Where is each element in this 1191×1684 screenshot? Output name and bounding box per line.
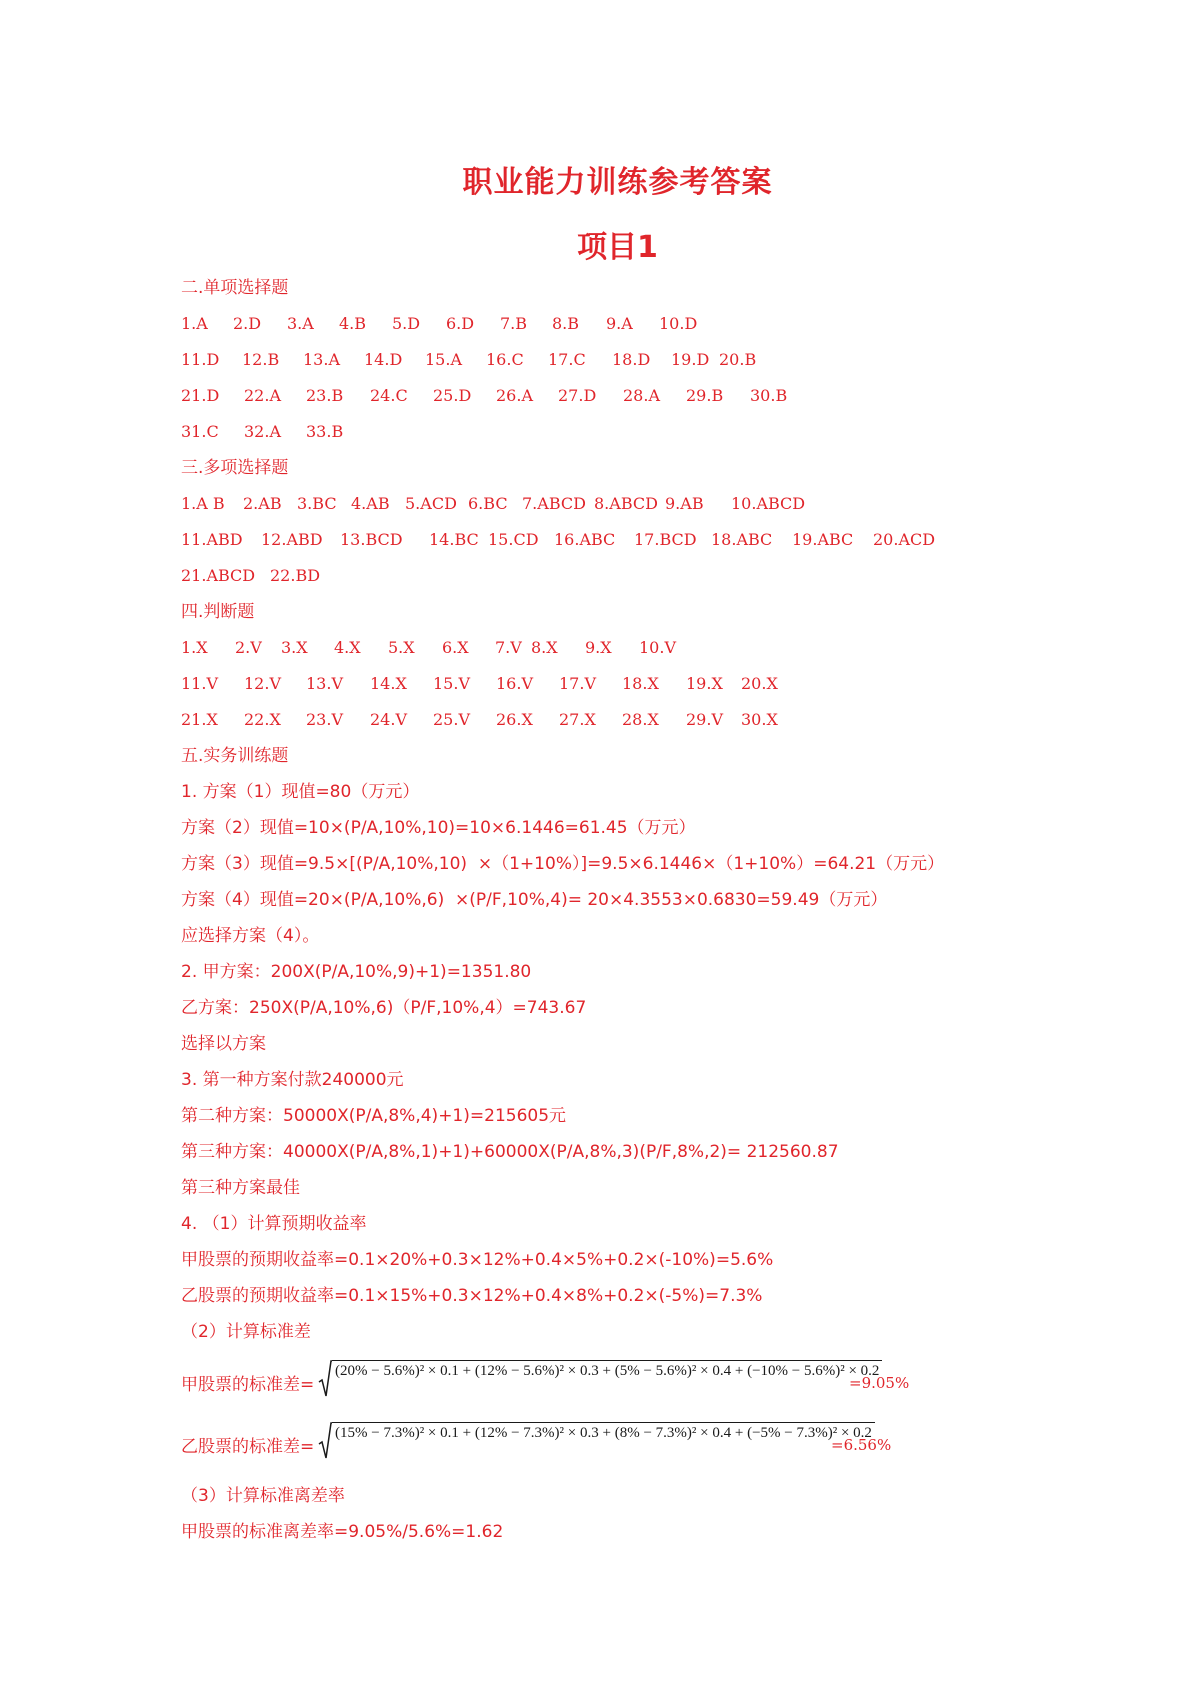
answer-item: 5.X <box>388 638 415 657</box>
solution-line: 第三种方案：40000X(P/A,8%,1)+1)+60000X(P/A,8%,3)(P/F,8%,2)= 212560.87 <box>181 1142 839 1162</box>
answer-item: 29.V <box>686 710 723 729</box>
answer-item: 8.B <box>552 314 580 333</box>
solution-line: 方案（2）现值=10×(P/A,10%,10)=10×6.1446=61.45（万元） <box>181 818 696 838</box>
answer-item: 6.D <box>446 314 475 333</box>
answer-row <box>181 384 1081 408</box>
answer-item: 19.ABC <box>792 530 854 549</box>
answer-item: 27.X <box>559 710 596 729</box>
answer-item: 33.B <box>306 422 344 441</box>
solution-line: 甲股票的标准离差率=9.05%/5.6%=1.62 <box>181 1522 504 1542</box>
answer-item: 16.V <box>496 674 533 693</box>
answer-item: 4.B <box>339 314 367 333</box>
answer-item: 9.A <box>606 314 633 333</box>
formula-result: =9.05% <box>849 1374 910 1392</box>
answer-item: 20.ACD <box>873 530 936 549</box>
answer-item: 28.X <box>622 710 659 729</box>
answer-item: 27.D <box>558 386 597 405</box>
answer-item: 30.B <box>750 386 788 405</box>
radicand: (15% − 7.3%)² × 0.1 + (12% − 7.3%)² × 0.3 + (8% − 7.3%)² × 0.4 + (−5% − 7.3%)² × 0.2 <box>332 1422 875 1442</box>
solution-line: 应选择方案（4）。 <box>181 926 320 946</box>
section-heading-multiple-choice: 三.多项选择题 <box>181 458 289 478</box>
answer-item: 16.ABC <box>554 530 616 549</box>
solution-line: （3）计算标准离差率 <box>181 1486 345 1506</box>
std-formula-a <box>181 1358 1181 1408</box>
formula-label: 乙股票的标准差= <box>181 1437 315 1457</box>
answer-item: 30.X <box>741 710 778 729</box>
std-formula-b <box>181 1420 1181 1470</box>
answer-item: 12.ABD <box>261 530 323 549</box>
answer-item: 21.ABCD <box>181 566 256 585</box>
answer-item: 2.V <box>235 638 262 657</box>
answer-item: 1.A <box>181 314 208 333</box>
answer-item: 1.A B <box>181 494 225 513</box>
section-heading-true-false: 四.判断题 <box>181 602 255 622</box>
answer-item: 8.ABCD <box>594 494 658 513</box>
answer-item: 24.C <box>370 386 408 405</box>
answer-item: 11.D <box>181 350 220 369</box>
answer-item: 29.B <box>686 386 724 405</box>
answer-item: 3.A <box>287 314 314 333</box>
answer-item: 26.A <box>496 386 533 405</box>
formula-label: 甲股票的标准差= <box>181 1375 315 1395</box>
answer-item: 22.X <box>244 710 281 729</box>
answer-item: 22.A <box>244 386 281 405</box>
answer-item: 2.D <box>233 314 262 333</box>
answer-item: 13.BCD <box>340 530 403 549</box>
solution-line: 第二种方案：50000X(P/A,8%,4)+1)=215605元 <box>181 1106 567 1126</box>
answer-item: 22.BD <box>270 566 321 585</box>
answer-item: 9.AB <box>665 494 704 513</box>
answer-item: 17.BCD <box>634 530 697 549</box>
solution-line: 选择以方案 <box>181 1034 266 1054</box>
answer-item: 17.V <box>559 674 596 693</box>
answer-item: 12.B <box>242 350 280 369</box>
answer-item: 18.D <box>612 350 651 369</box>
answer-item: 26.X <box>496 710 533 729</box>
answer-item: 32.A <box>244 422 281 441</box>
answer-row <box>181 672 1081 696</box>
answer-item: 4.AB <box>351 494 390 513</box>
answer-item: 24.V <box>370 710 407 729</box>
solution-line: 方案（3）现值=9.5×[(P/A,10%,10) ×（1+10%）]=9.5×6.1446×（1+10%）=64.21（万元） <box>181 854 945 874</box>
solution-line: 方案（4）现值=20×(P/A,10%,6) ×(P/F,10%,4)= 20×4.3553×0.6830=59.49（万元） <box>181 890 888 910</box>
solution-line: 第三种方案最佳 <box>181 1178 300 1198</box>
answer-item: 19.D <box>671 350 710 369</box>
answer-item: 13.A <box>303 350 340 369</box>
answer-item: 25.V <box>433 710 470 729</box>
answer-item: 25.D <box>433 386 472 405</box>
answer-row <box>181 708 1081 732</box>
radical-sign-icon <box>318 1358 332 1398</box>
answer-item: 21.X <box>181 710 218 729</box>
answer-row <box>181 312 1081 336</box>
solution-line: 4. （1）计算预期收益率 <box>181 1214 367 1234</box>
answer-item: 1.X <box>181 638 208 657</box>
answer-item: 6.X <box>442 638 469 657</box>
answer-item: 7.B <box>500 314 528 333</box>
answer-item: 16.C <box>486 350 524 369</box>
answer-item: 18.X <box>622 674 659 693</box>
answer-item: 14.D <box>364 350 403 369</box>
answer-item: 5.ACD <box>405 494 457 513</box>
answer-row <box>181 492 1081 516</box>
answer-row <box>181 348 1081 372</box>
answer-item: 23.V <box>306 710 343 729</box>
answer-item: 15.V <box>433 674 470 693</box>
answer-item: 10.D <box>659 314 698 333</box>
answer-item: 15.CD <box>488 530 539 549</box>
answer-item: 2.AB <box>243 494 282 513</box>
answer-row <box>181 636 1081 660</box>
answer-item: 21.D <box>181 386 220 405</box>
answer-item: 15.A <box>425 350 462 369</box>
section-heading-single-choice: 二.单项选择题 <box>181 278 289 298</box>
section-heading-practical: 五.实务训练题 <box>181 746 289 766</box>
solution-line: 2. 甲方案：200X(P/A,10%,9)+1)=1351.80 <box>181 962 532 982</box>
solution-line: 甲股票的预期收益率=0.1×20%+0.3×12%+0.4×5%+0.2×(-10%)=5.6% <box>181 1250 774 1270</box>
answer-item: 14.BC <box>429 530 479 549</box>
answer-item: 10.ABCD <box>731 494 806 513</box>
answer-item: 28.A <box>623 386 660 405</box>
answer-row <box>181 528 1081 552</box>
answer-item: 7.V <box>495 638 522 657</box>
radical-sign-icon <box>318 1420 332 1460</box>
answer-item: 7.ABCD <box>522 494 586 513</box>
page-title: 职业能力训练参考答案 <box>462 165 773 200</box>
answer-item: 20.B <box>719 350 757 369</box>
answer-item: 11.ABD <box>181 530 243 549</box>
answer-item: 10.V <box>639 638 676 657</box>
answer-item: 19.X <box>686 674 723 693</box>
answer-row <box>181 420 1081 444</box>
answer-item: 31.C <box>181 422 219 441</box>
answer-item: 11.V <box>181 674 218 693</box>
solution-line: 乙股票的预期收益率=0.1×15%+0.3×12%+0.4×8%+0.2×(-5%)=7.3% <box>181 1286 763 1306</box>
answer-item: 13.V <box>306 674 343 693</box>
answer-item: 5.D <box>392 314 421 333</box>
answer-item: 6.BC <box>468 494 508 513</box>
answer-item: 8.X <box>531 638 558 657</box>
answer-item: 17.C <box>548 350 586 369</box>
answer-item: 23.B <box>306 386 344 405</box>
formula-result: =6.56% <box>831 1436 892 1454</box>
answer-item: 3.BC <box>297 494 337 513</box>
solution-line: 1. 方案（1）现值=80（万元） <box>181 782 420 802</box>
answer-item: 4.X <box>334 638 361 657</box>
answer-item: 18.ABC <box>711 530 773 549</box>
answer-item: 9.X <box>585 638 612 657</box>
answer-item: 14.X <box>370 674 407 693</box>
answer-row <box>181 564 1081 588</box>
answer-item: 20.X <box>741 674 778 693</box>
solution-line: 乙方案：250X(P/A,10%,6)（P/F,10%,4）=743.67 <box>181 998 587 1018</box>
project-title: 项目1 <box>577 230 658 265</box>
solution-line: 3. 第一种方案付款240000元 <box>181 1070 404 1090</box>
answer-item: 12.V <box>244 674 281 693</box>
solution-line: （2）计算标准差 <box>181 1322 311 1342</box>
radicand: (20% − 5.6%)² × 0.1 + (12% − 5.6%)² × 0.3 + (5% − 5.6%)² × 0.4 + (−10% − 5.6%)² × 0.2 <box>332 1360 882 1380</box>
answer-item: 3.X <box>281 638 308 657</box>
